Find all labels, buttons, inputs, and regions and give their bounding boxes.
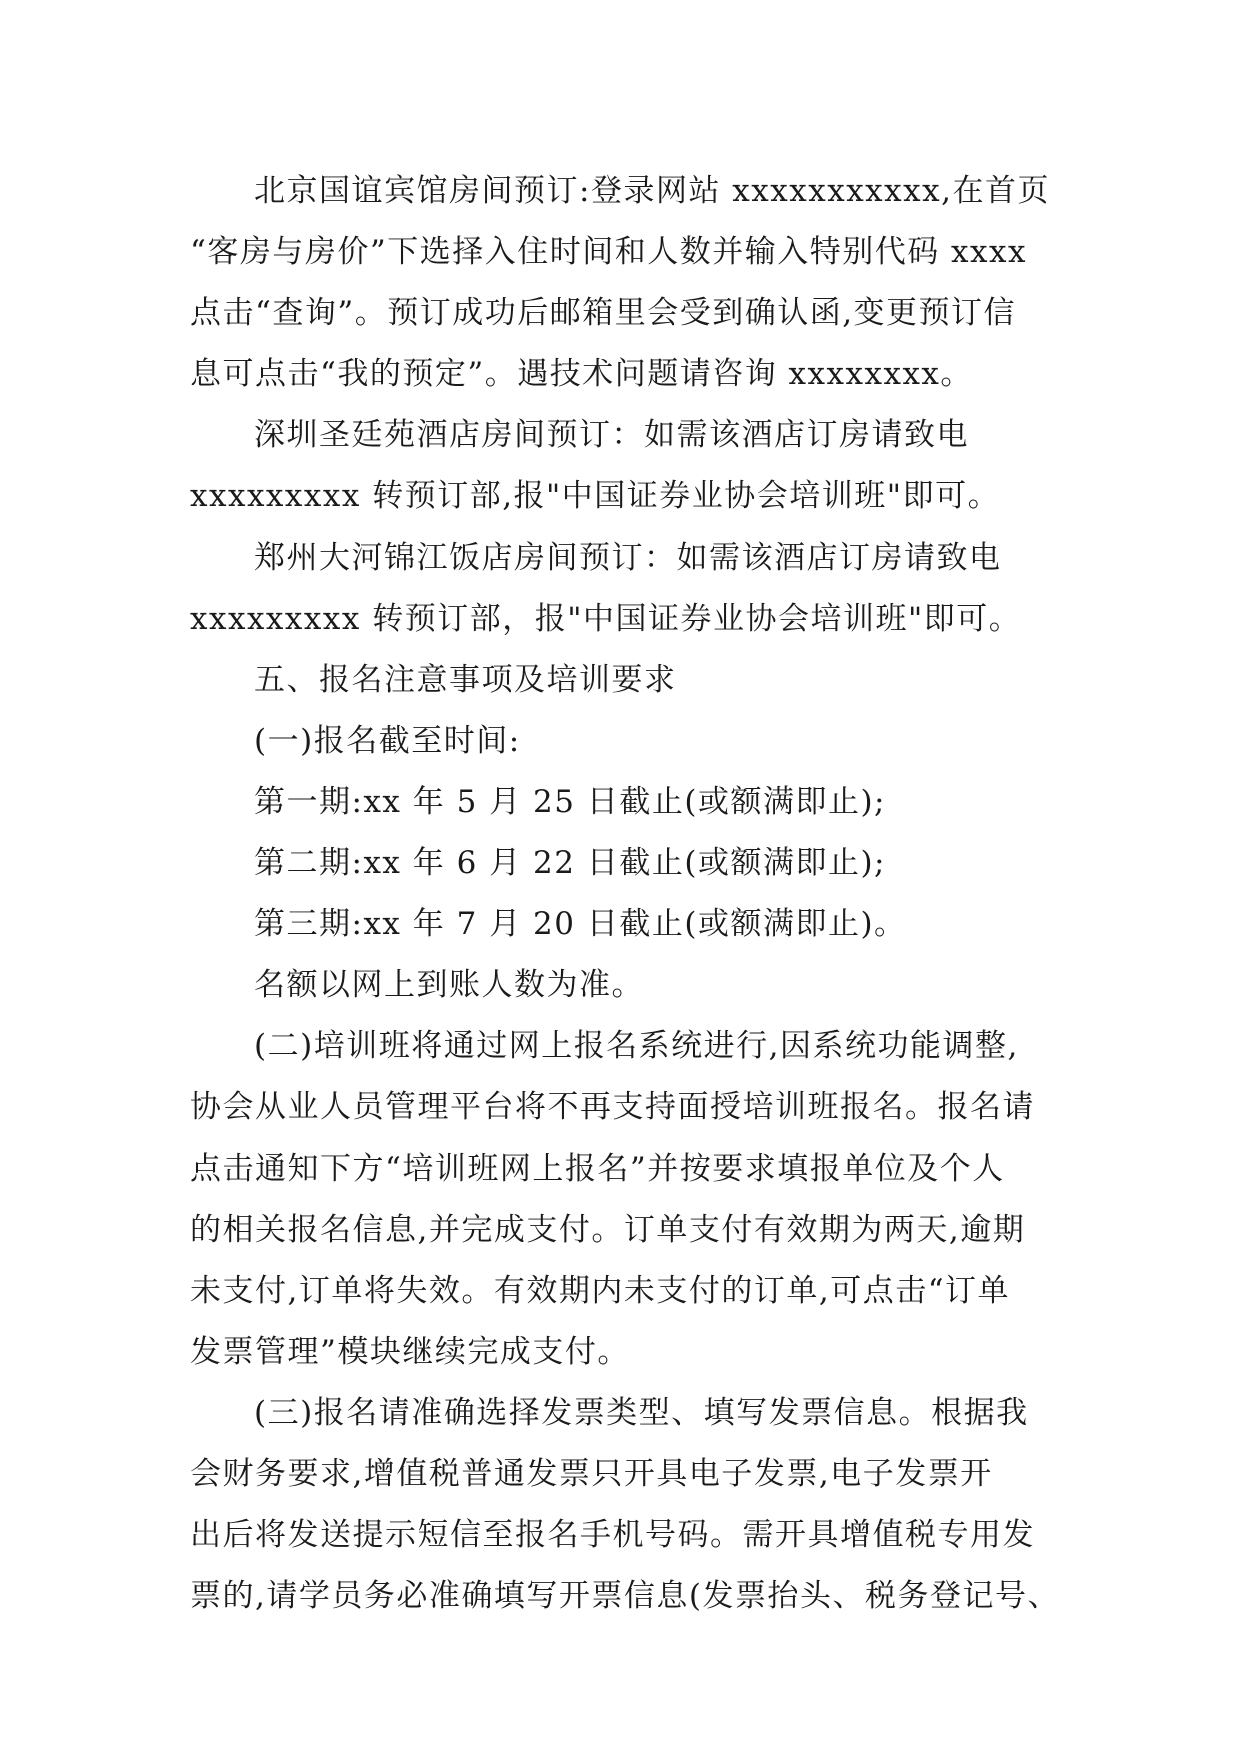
text-line: “客房与房价”下选择入住时间和人数并输入特别代码 xxxx [190,234,1027,271]
text-line: 北京国谊宾馆房间预订:登录网站 xxxxxxxxxxx,在首页 [254,173,1050,209]
text-line: 的相关报名信息,并完成支付。订单支付有效期为两天,逾期 [190,1211,1026,1248]
text-line: 出后将发送提示短信至报名手机号码。需开具增值税专用发 [190,1517,1035,1554]
text-line: 郑州大河锦江饭店房间预订：如需该酒店订房请致电 [254,539,1002,576]
document-body [190,161,1060,1627]
text-line: (三)报名请准确选择发票类型、填写发票信息。根据我 [254,1394,1029,1431]
text-line: 名额以网上到账人数为准。 [254,967,644,1004]
text-line: xxxxxxxxx 转预订部,报"中国证券业协会培训班"即可。 [190,478,1001,515]
text-line: 息可点击“我的预定”。遇技术问题请咨询 xxxxxxxx。 [190,356,973,393]
text-line: 点击“查询”。预订成功后邮箱里会受到确认函,变更预订信 [190,295,1017,332]
text-line: 发票管理”模块继续完成支付。 [190,1333,630,1370]
section-heading: 五、报名注意事项及培训要求 [254,661,677,698]
deadline-item: 第二期:xx 年 6 月 22 日截止(或额满即止); [254,845,886,882]
text-line: 深圳圣廷苑酒店房间预订：如需该酒店订房请致电 [254,417,969,454]
text-line: (二)培训班将通过网上报名系统进行,因系统功能调整, [254,1028,1019,1065]
text-line: 未支付,订单将失效。有效期内未支付的订单,可点击“订单 [190,1272,1011,1309]
text-line: 会财务要求,增值税普通发票只开具电子发票,电子发票开 [190,1455,993,1492]
text-line: 票的,请学员务必准确填写开票信息(发票抬头、税务登记号、 [190,1578,1060,1615]
deadline-item: 第一期:xx 年 5 月 25 日截止(或额满即止); [254,783,886,820]
deadline-item: 第三期:xx 年 7 月 20 日截止(或额满即止)。 [254,906,907,943]
text-line: 协会从业人员管理平台将不再支持面授培训班报名。报名请 [190,1089,1035,1126]
text-line: xxxxxxxxx 转预订部，报"中国证券业协会培训班"即可。 [190,600,1022,637]
subsection-heading: (一)报名截至时间: [254,722,521,759]
text-line: 点击通知下方“培训班网上报名”并按要求填报单位及个人 [190,1150,1005,1187]
